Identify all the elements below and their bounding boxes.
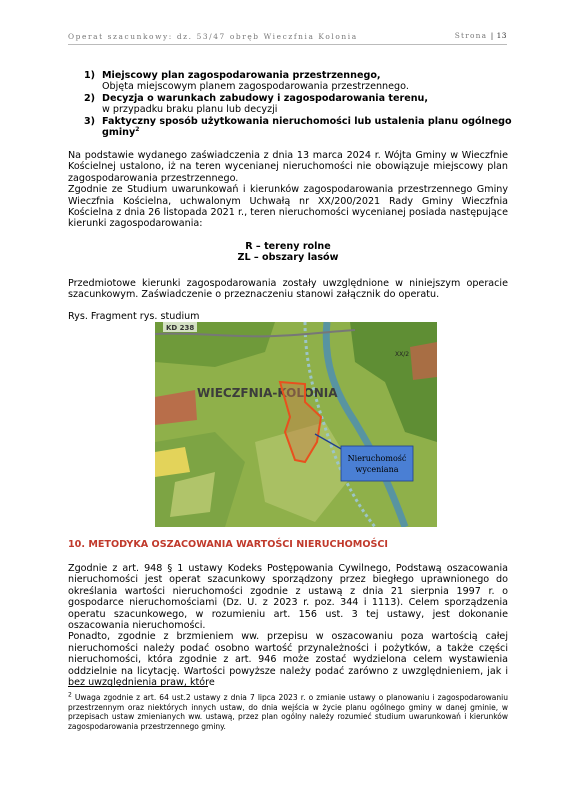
residential-area [410, 342, 437, 380]
figure-caption [68, 311, 508, 322]
section-title: 10. METODYKA OSZACOWANIA WARTOŚCI NIERUCHOMOŚCI [68, 539, 388, 550]
callout-box [341, 446, 413, 481]
body-text-block-1 [68, 150, 508, 230]
footnote-ref: 2 [135, 125, 140, 133]
list-item [84, 70, 524, 93]
criteria-list [84, 70, 524, 138]
list-item-number: 2) [84, 92, 96, 104]
zone-zl: ZL – obszary lasów [237, 252, 339, 264]
zones-block [68, 241, 508, 264]
small-map-label: XX/2 [395, 351, 410, 358]
list-item [84, 116, 524, 139]
list-item-title: Decyzja o warunkach zabudowy i zagospodarowania terenu, [102, 92, 429, 104]
list-item-desc: w przypadku braku planu lub decyzji [102, 104, 278, 116]
header-page-label: Strona [454, 31, 488, 40]
paragraph: Ponadto, zgodnie z brzmieniem ww. przepisu w oszacowaniu poza wartością całej nieruchomości należy podać osobno wartość przynależności i pożytków, a także części nieruchomości, która zgodnie z art. 946 może zostać wydzielona celem wystawienia oddzielnie na licytację. Wartości powyższe należy podać zarówno z uwzględnieniem, jak i bez uwzględnienia praw, które [68, 631, 508, 689]
header-page-number: | 13 [490, 31, 507, 40]
callout-text-2: wyceniana [355, 465, 399, 474]
list-item [84, 93, 524, 116]
zone-r: R – tereny rolne [245, 241, 331, 252]
place-name-label: WIECZFNIA-KOLONIA [197, 386, 338, 400]
footnote-text: Uwaga zgodnie z art. 64 ust.2 ustawy z dnia 7 lipca 2023 r. o zmianie ustawy o planowaniu i zagospodarowaniu przestrzennym oraz niektórych innych ustaw, do dnia wejścia w życie planu ogólnego gminy w danej gminie, w przepisach ustaw zmienianych ww. ustawą, przez plan ogólny należy rozumieć studium uwarunkowań i kierunków zagospodarowania przestrzennego gminy. [68, 693, 508, 731]
paragraph: Na podstawie wydanego zaświadczenia z dnia 13 marca 2024 r. Wójta Gminy w Wieczfnie Kościelnej ustalono, iż na teren wycenianej nieruchomości nie obowiązuje miejscowy plan zagospodarowania przestrzennego. [68, 150, 508, 184]
list-item-title: Miejscowy plan zagospodarowania przestrzennego, [102, 70, 381, 81]
paragraph: Przedmiotowe kierunki zagospodarowania zostały uwzględnione w niniejszym operacie szacunkowym. Zaświadczenie o przeznaczeniu stanowi załącznik do operatu. [68, 278, 508, 301]
yellow-area [155, 447, 190, 477]
study-map [155, 322, 437, 527]
list-item-desc: Objęta miejscowym planem zagospodarowania przestrzennego. [102, 81, 409, 93]
footnote [68, 693, 508, 731]
list-item-title [102, 116, 524, 139]
paragraph: Zgodnie z art. 948 § 1 ustawy Kodeks Postępowania Cywilnego, Podstawą oszacowania nieruchomości jest operat szacunkowy sporządzony przez biegłego uprawnionego do określania wartości nieruchomości zgodnie z ustawą z dnia 21 sierpnia 1997 r. o gospodarce nieruchomościami (Dz. U. z 2023 r. poz. 344 i 1113). Celem sporządzenia operatu szacunkowego, w rozumieniu art. 156 ust. 3 tej ustawy, jest dokonanie oszacowania nieruchomości. [68, 563, 508, 632]
study-map-figure [155, 322, 437, 527]
page-header [68, 30, 507, 45]
body-text-block-3 [68, 563, 508, 688]
header-page [455, 31, 507, 40]
list-item-number: 1) [84, 70, 96, 81]
road-label: KD 238 [166, 324, 195, 332]
callout-text-1: Nieruchomość [347, 454, 407, 463]
paragraph: Zgodnie ze Studium uwarunkowań i kierunków zagospodarowania przestrzennego Gminy Wieczfnia Kościelna, uchwalonym Uchwałą nr XX/200/2021 Rady Gminy Wieczfnia Kościelna z dnia 26 listopada 2021 r., teren nieruchomości wycenianej posiada następujące kierunki zagospodarowania: [68, 184, 508, 230]
footnote-number: 2 [68, 691, 72, 699]
list-item-title-text: Faktyczny sposób użytkowania nieruchomości lub ustalenia planu ogólnego gminy [102, 115, 512, 139]
body-text-block-2 [68, 278, 508, 301]
list-item-number: 3) [84, 115, 96, 127]
footnote-divider [68, 686, 208, 687]
figure-caption-text: Rys. Fragment rys. studium [68, 311, 200, 322]
header-title: Operat szacunkowy: dz. 53/47 obręb Wieczfnia Kolonia [68, 32, 358, 41]
